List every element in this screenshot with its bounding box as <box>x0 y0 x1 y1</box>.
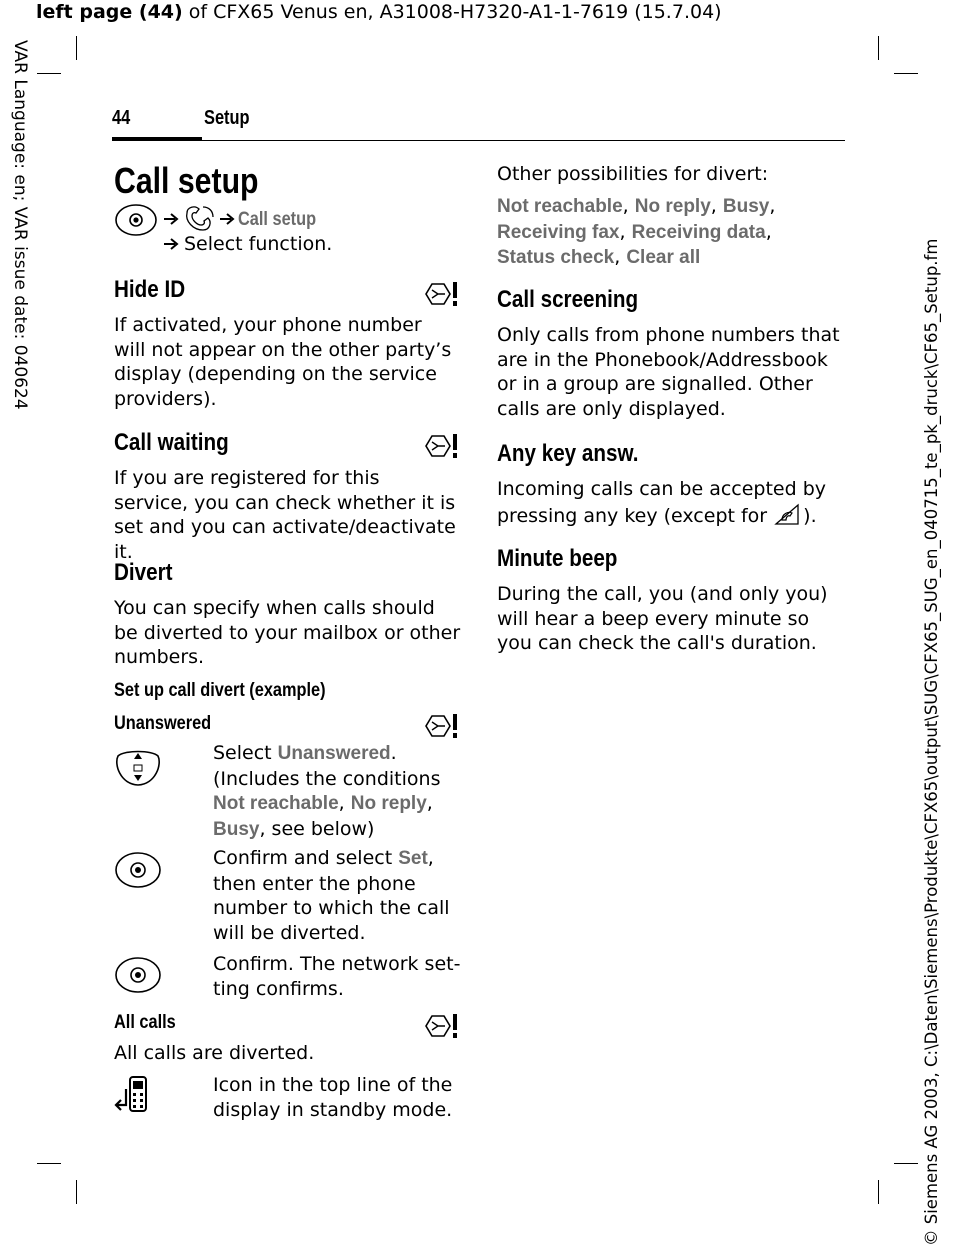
divert-option: No reply <box>634 196 711 217</box>
page-number: 44 <box>112 107 131 129</box>
divert-subheading: Set up call divert (example) <box>114 680 326 701</box>
call-waiting-text: If you are registered for this service, you can check whether it is set and you can activate/deactivate it. <box>114 467 456 563</box>
call-setup-menu-icon <box>183 203 217 233</box>
network-service-icon <box>423 712 459 740</box>
any-key-heading: Any key answ. <box>497 440 639 467</box>
header-bar <box>112 137 202 141</box>
control-key-icon <box>114 956 162 994</box>
call-screening-text: Only calls from phone numbers that are in the Phonebook/Addressbook or in a group are signalled. Other calls are only displayed. <box>497 324 840 420</box>
minute-beep-heading: Minute beep <box>497 545 618 572</box>
divert-option: Clear all <box>626 247 701 268</box>
print-header <box>36 1 722 23</box>
hide-id-text: If activated, your phone number will not appear on the other party’s display (depending on the service providers). <box>114 314 452 410</box>
control-key-icon <box>114 851 162 889</box>
crop-mark <box>37 1163 61 1164</box>
step1-pre: Select <box>213 742 278 764</box>
page-title: Call setup <box>114 160 259 201</box>
divert-step-2 <box>213 846 463 945</box>
call-screening-heading: Call screening <box>497 286 639 313</box>
divert-option: Receiving data <box>631 221 766 243</box>
menu-path-instruction: Select function. <box>184 233 333 255</box>
divert-step-1 <box>213 741 463 842</box>
hide-id-heading: Hide ID <box>114 276 186 303</box>
header-rule <box>202 140 845 141</box>
arrow-right-icon <box>219 212 235 226</box>
divert-option: Receiving fax <box>497 221 620 243</box>
crop-mark <box>878 36 879 60</box>
step1-cond-3: Busy <box>213 818 260 840</box>
crop-mark <box>894 1163 918 1164</box>
arrow-right-icon <box>163 212 179 226</box>
step1-mid: . (Includes the conditions <box>213 742 441 790</box>
all-calls-text: All calls are diverted. <box>114 1042 315 1064</box>
side-text-right: © Siemens AG 2003, C:\Daten\Siemens\Produkte\CFX65\output\SUG\CFX65_SUG_en_040715_te_pk_druck\CF65_Setup.fm <box>922 238 941 1246</box>
divert-option: Status check <box>497 247 615 268</box>
step2-pre: Confirm and select <box>213 847 399 869</box>
end-key-icon <box>773 502 803 528</box>
other-divert-list: Not reachable, No reply, Busy, Receiving fax, Receiving data, Status check, Clear all <box>497 194 837 271</box>
minute-beep-text: During the call, you (and only you) will hear a beep every minute so you can check the call's duration. <box>497 583 828 654</box>
page-section: Setup <box>204 107 250 129</box>
crop-mark <box>76 1180 77 1204</box>
divert-text: You can specify when calls should be diverted to your mailbox or other numbers. <box>114 597 461 668</box>
divert-icon-text: Icon in the top line of the display in standby mode. <box>213 1074 453 1121</box>
side-text-left: VAR Language: en; VAR issue date: 040624 <box>10 40 30 410</box>
step1-sep-1: , <box>338 792 351 814</box>
control-key-icon <box>114 203 158 237</box>
other-divert-intro: Other possibilities for divert: <box>497 163 769 185</box>
step1-sep-2: , <box>426 792 433 814</box>
network-service-icon <box>423 1012 459 1040</box>
any-key-text-post: ). <box>803 504 817 527</box>
crop-mark <box>37 73 61 74</box>
divert-option: Not reachable <box>497 196 623 217</box>
network-service-icon <box>423 432 459 460</box>
print-header-bold: left page (44) <box>36 1 183 23</box>
step1-item: Unanswered <box>277 743 391 764</box>
step1-post: , see below) <box>259 817 375 840</box>
unanswered-label: Unanswered <box>114 713 212 734</box>
network-service-icon <box>423 280 459 308</box>
step2-item: Set <box>398 848 428 869</box>
all-calls-label: All calls <box>114 1012 176 1033</box>
step1-cond-1: Not reachable <box>213 793 339 814</box>
arrow-right-icon <box>163 237 179 251</box>
print-header-rest: of CFX65 Venus en, A31008-H7320-A1-1-7619 (15.7.04) <box>182 1 722 23</box>
divert-step-3: Confirm. The network set-ting confirms. <box>213 953 461 1000</box>
step1-cond-2: No reply <box>350 793 427 814</box>
divert-option: Busy <box>722 196 770 217</box>
menu-path-item: Call setup <box>238 209 317 230</box>
crop-mark <box>76 36 77 60</box>
crop-mark <box>894 73 918 74</box>
crop-mark <box>878 1180 879 1204</box>
navigation-key-icon <box>114 748 162 788</box>
divert-heading: Divert <box>114 559 173 586</box>
any-key-text-pre: Incoming calls can be accepted by pressing any key (except for <box>497 478 827 527</box>
call-waiting-heading: Call waiting <box>114 429 229 456</box>
step2-post: , then enter the phone number to which the call will be diverted. <box>213 847 450 944</box>
any-key-text <box>497 477 837 528</box>
divert-status-icon <box>114 1075 150 1113</box>
